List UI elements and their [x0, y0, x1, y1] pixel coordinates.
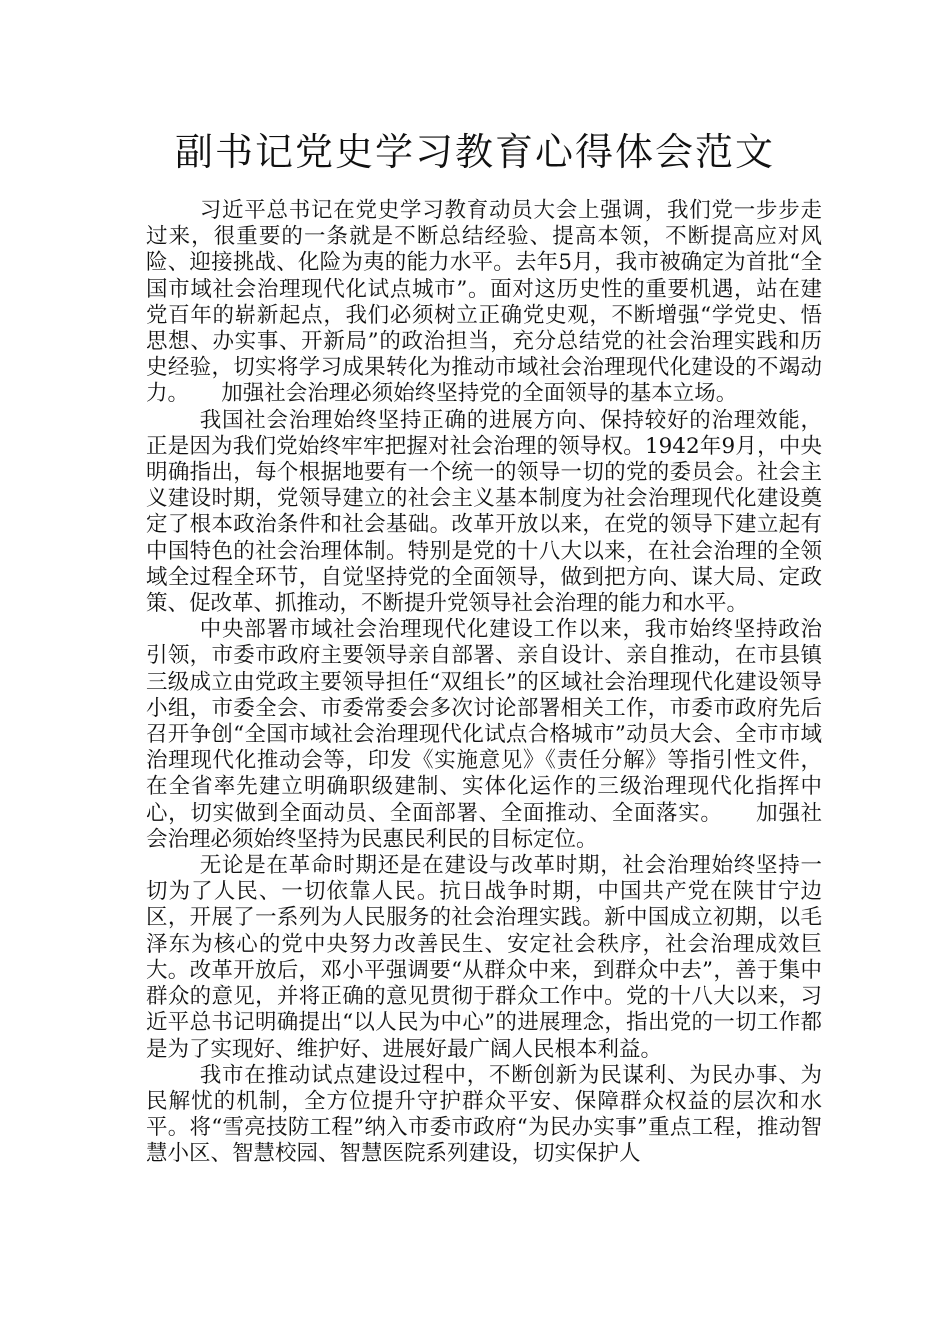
document-title: 副书记党史学习教育心得体会范文	[174, 130, 775, 174]
body-paragraph-1: 习近平总书记在党史学习教育动员大会上强调，我们党一步步走过来，很重要的一条就是不断总结经验、提高本领，不断提高应对风险、迎接挑战、化险为夷的能力水平。去年5月，我市被确定为首批“全国市域社会治理现代化试点城市”。面对这历史性的重要机遇，站在建党百年的崭新起点，我们必须树立正确党史观，不断增强“学党史、悟思想、办实事、开新局”的政治担当，充分总结党的社会治理实践和历史经验，切实将学习成果转化为推动市域社会治理现代化建设的不竭动力。 加强社会治理必须始终坚持党的全面领导的基本立场。	[146, 198, 822, 407]
body-paragraph-3: 中央部署市域社会治理现代化建设工作以来，我市始终坚持政治引领，市委市政府主要领导亲自部署、亲自设计、亲自推动，在市县镇三级成立由党政主要领导担任“双组长”的区域社会治理现代化建设领导小组，市委全会、市委常委会多次讨论部署相关工作，市委市政府先后召开争创“全国市域社会治理现代化试点合格城市”动员大会、全市市域治理现代化推动会等，印发《实施意见》《责任分解》等指引性文件，在全省率先建立明确职级建制、实体化运作的三级治理现代化指挥中心，切实做到全面动员、全面部署、全面推动、全面落实。 加强社会治理必须始终坚持为民惠民利民的目标定位。	[146, 617, 822, 852]
body-paragraph-2: 我国社会治理始终坚持正确的进展方向、保持较好的治理效能，正是因为我们党始终牢牢把握对社会治理的领导权。1942年9月，中央明确指出，每个根据地要有一个统一的领导一切的党的委员会。社会主义建设时期，党领导建立的社会主义基本制度为社会治理现代化建设奠定了根本政治条件和社会基础。改革开放以来，在党的领导下建立起有中国特色的社会治理体制。特别是党的十八大以来，在社会治理的全领域全过程全环节，自觉坚持党的全面领导，做到把方向、谋大局、定政策、促改革、抓推动，不断提升党领导社会治理的能力和水平。	[146, 407, 822, 617]
body-paragraph-4: 无论是在革命时期还是在建设与改革时期，社会治理始终坚持一切为了人民、一切依靠人民。抗日战争时期，中国共产党在陕甘宁边区，开展了一系列为人民服务的社会治理实践。新中国成立初期，以毛泽东为核心的党中央努力改善民生、安定社会秩序，社会治理成效巨大。改革开放后，邓小平强调要“从群众中来，到群众中去”，善于集中群众的意见，并将正确的意见贯彻于群众工作中。党的十八大以来，习近平总书记明确提出“以人民为中心”的进展理念，指出党的一切工作都是为了实现好、维护好、进展好最广阔人民根本利益。	[146, 853, 822, 1062]
body-paragraph-5: 我市在推动试点建设过程中，不断创新为民谋利、为民办事、为民解忧的机制，全方位提升守护群众平安、保障群众权益的层次和水平。将“雪亮技防工程”纳入市委市政府“为民办实事”重点工程，推动智慧小区、智慧校园、智慧医院系列建设，切实保护人	[146, 1062, 822, 1167]
document-body	[146, 198, 822, 1168]
